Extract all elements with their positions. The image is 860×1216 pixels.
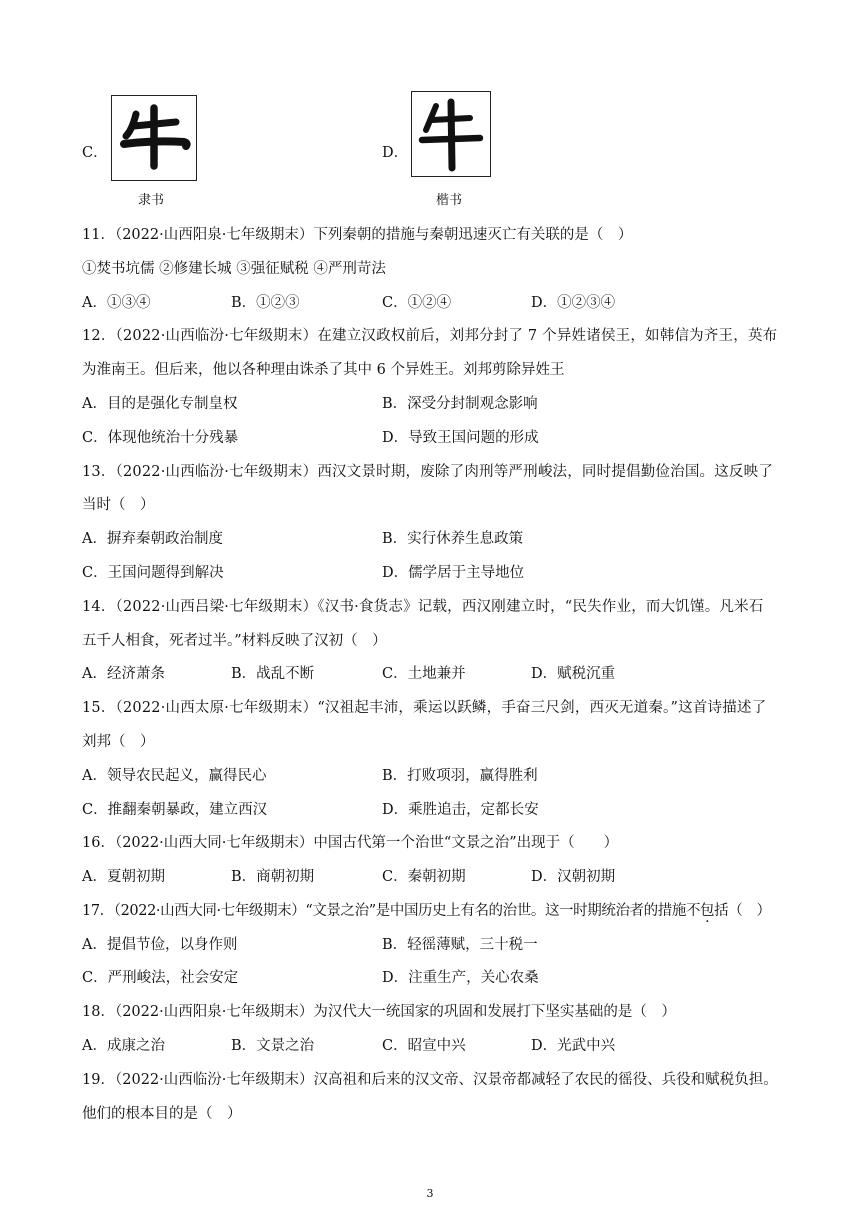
question-17-option-c[interactable]: C．严刑峻法，社会安定 [82,970,239,986]
question-12-option-b[interactable]: B．深受分封制观念影响 [382,396,538,412]
question-14-option-c[interactable]: C．土地兼并 [382,666,466,682]
question-19-stem: 19．（2022·山西临汾·七年级期末）汉高祖和后来的汉文帝、汉景帝都减轻了农民的徭役、兵役和赋税负担。 [82,1072,778,1088]
question-11-option-d[interactable]: D．①②③④ [531,295,616,311]
option-d-label: D． [382,145,409,161]
option-c-label: C． [82,145,108,161]
question-17-stem [82,901,771,921]
question-18-option-b[interactable]: B．文景之治 [231,1038,315,1054]
question-17-stem-tail: （ ） [728,903,771,919]
question-13-option-c[interactable]: C．王国问题得到解决 [82,565,224,581]
question-18-option-c[interactable]: C．昭宣中兴 [382,1038,466,1054]
question-15-option-c[interactable]: C．推翻秦朝暴政，建立西汉 [82,802,268,818]
question-16-option-a[interactable]: A．夏朝初期 [82,869,165,885]
question-14-stem-cont: 五千人相食，死者过半。”材料反映了汉初（ ） [82,633,387,649]
question-17-option-a[interactable]: A．提倡节俭，以身作则 [82,937,238,953]
question-17-stem-text: 17．（2022·山西大同·七年级期末）“文景之治”是中国历史上有名的治世。这一时期统治者的措施 [82,903,686,919]
question-11-option-b[interactable]: B．①②③ [231,295,300,311]
question-11-stem: 11．（2022·山西阳泉·七年级期末）下列秦朝的措施与秦朝迅速灭亡有关联的是（ ） [82,227,633,243]
question-11-option-c[interactable]: C．①②④ [382,295,452,311]
page-number: 3 [426,1187,434,1200]
question-13-option-d[interactable]: D．儒学居于主导地位 [382,565,525,581]
lishu-niu-glyph-icon [112,96,196,180]
question-11-option-a[interactable]: A．①③④ [82,295,151,311]
question-12-stem-cont: 为淮南王。但后来，他以各种理由诛杀了其中 6 个异姓王。刘邦剪除异姓王 [82,362,565,378]
question-15-stem-cont: 刘邦（ ） [82,734,155,750]
question-12-option-c[interactable]: C．体现他统治十分残暴 [82,430,239,446]
question-11-items: ①焚书坑儒 ②修建长城 ③强征赋税 ④严刑苛法 [82,261,386,277]
kaishu-character-image [411,91,491,177]
question-13-stem: 13．（2022·山西临汾·七年级期末）西汉文景时期，废除了肉刑等严刑峻法，同时提倡勤俭治国。这反映了 [82,464,774,480]
question-12-option-a[interactable]: A．目的是强化专制皇权 [82,396,238,412]
question-16-option-b[interactable]: B．商朝初期 [231,869,315,885]
question-16-stem: 16．（2022·山西大同·七年级期末）中国古代第一个治世“文景之治”出现于（ ） [82,835,619,851]
question-13-option-b[interactable]: B．实行休养生息政策 [382,531,524,547]
kaishu-caption: 楷书 [436,193,463,208]
question-13-option-a[interactable]: A．摒弃秦朝政治制度 [82,531,223,547]
question-15-option-d[interactable]: D．乘胜追击，定都长安 [382,802,539,818]
question-14-stem: 14．（2022·山西吕梁·七年级期末）《汉书·食货志》记载，西汉刚建立时，“民失作业，而大饥馑。凡米石 [82,599,764,615]
question-17-option-b[interactable]: B．轻徭薄赋，三十税一 [382,937,538,953]
lishu-caption: 隶书 [138,193,165,208]
kaishu-niu-glyph-icon [412,92,490,176]
question-16-option-c[interactable]: C．秦朝初期 [382,869,466,885]
question-17-emphasis: 不包括 [685,903,729,919]
question-15-option-a[interactable]: A．领导农民起义，赢得民心 [82,768,267,784]
question-14-option-d[interactable]: D．赋税沉重 [531,666,616,682]
question-15-stem: 15．（2022·山西太原·七年级期末）“汉祖起丰沛，乘运以跃鳞，手奋三尺剑，西灭无道秦。”这首诗描述了 [82,700,767,716]
question-14-option-a[interactable]: A．经济萧条 [82,666,165,682]
question-12-stem: 12．（2022·山西临汾·七年级期末）在建立汉政权前后，刘邦分封了 7 个异姓诸侯王，如韩信为齐王，英布 [82,328,778,344]
question-12-option-d[interactable]: D．导致王国问题的形成 [382,430,539,446]
lishu-character-image [111,95,197,181]
question-18-option-d[interactable]: D．光武中兴 [531,1038,616,1054]
question-16-option-d[interactable]: D．汉朝初期 [531,869,616,885]
question-18-option-a[interactable]: A．成康之治 [82,1038,165,1054]
question-14-option-b[interactable]: B．战乱不断 [231,666,315,682]
question-17-option-d[interactable]: D．注重生产，关心农桑 [382,970,539,986]
question-13-stem-cont: 当时（ ） [82,497,155,513]
question-15-option-b[interactable]: B．打败项羽，赢得胜利 [382,768,538,784]
question-18-stem: 18．（2022·山西阳泉·七年级期末）为汉代大一统国家的巩固和发展打下坚实基础的是（ ） [82,1004,676,1020]
question-19-stem-cont: 他们的根本目的是（ ） [82,1106,242,1122]
